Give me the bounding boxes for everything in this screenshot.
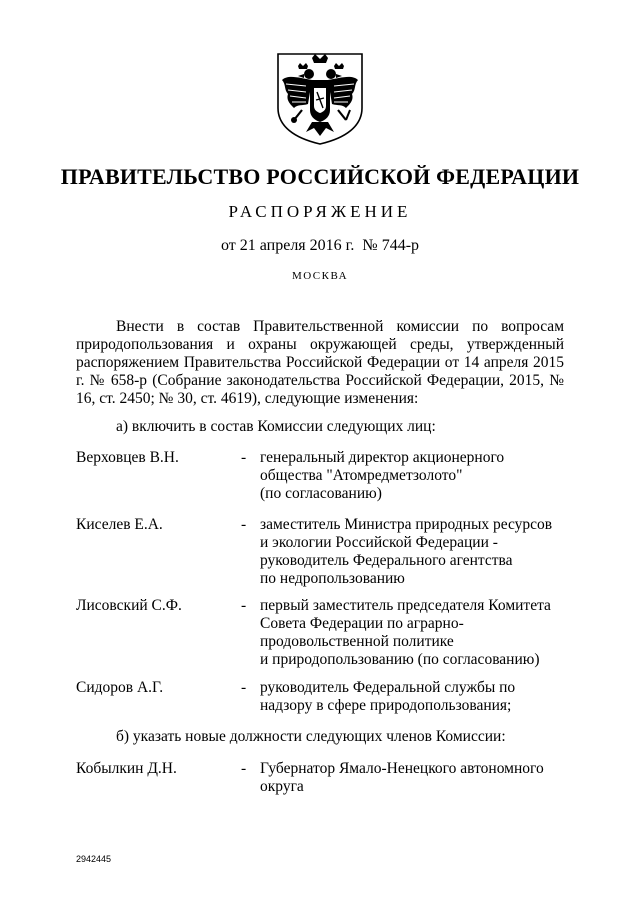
member-dash: -: [241, 597, 247, 614]
document-type: РАСПОРЯЖЕНИЕ: [228, 202, 412, 221]
member-dash: -: [241, 760, 247, 777]
member-name: Киселев Е.А.: [76, 516, 163, 533]
document-date-number: от 21 апреля 2016 г. № 744-р: [220, 237, 420, 254]
member-dash: -: [241, 516, 247, 533]
member-position: [260, 760, 570, 796]
position-line: руководитель Федеральной службы по: [260, 679, 516, 696]
member-dash: -: [241, 679, 247, 696]
member-position: [260, 679, 570, 715]
position-line: генеральный директор акционерного: [260, 449, 505, 466]
position-line: руководитель Федерального агентства: [260, 552, 513, 569]
member-name: Кобылкин Д.Н.: [76, 760, 177, 777]
position-line: округа: [260, 778, 304, 795]
intro-paragraph: Внести в состав Правительственной комиссии по вопросам природопользования и охраны окружающей среды, утвержденный распоряжением Правительства Российской Федерации от 14 апреля 2015 г. № 658-р (Собрание законодательства Российской Федерации, 2015, № 16, ст. 2450; № 30, ст. 4619), следующие изменения:: [76, 318, 564, 407]
member-name: Сидоров А.Г.: [76, 679, 164, 696]
position-line: общества "Атомредметзолото": [260, 467, 463, 484]
member-position: [260, 597, 570, 669]
position-line: Губернатор Ямало-Ненецкого автономного: [260, 760, 544, 777]
member-name: Лисовский С.Ф.: [76, 597, 182, 614]
member-dash: -: [241, 449, 247, 466]
government-title: ПРАВИТЕЛЬСТВО РОССИЙСКОЙ ФЕДЕРАЦИИ: [60, 164, 580, 189]
point-a: а) включить в состав Комиссии следующих лиц:: [116, 418, 436, 435]
document-city: МОСКВА: [291, 270, 349, 282]
position-line: по недропользованию: [260, 570, 405, 587]
position-line: и экологии Российской Федерации -: [260, 534, 498, 551]
member-position: [260, 516, 570, 588]
position-line: (по согласованию): [260, 485, 382, 502]
position-line: надзору в сфере природопользования;: [260, 697, 512, 714]
member-name: Верховцев В.Н.: [76, 449, 179, 466]
position-line: и природопользованию (по согласованию): [260, 651, 540, 668]
position-line: продовольственной политике: [260, 633, 454, 650]
member-position: [260, 449, 570, 503]
document-id: 2942445: [76, 854, 112, 864]
position-line: Совета Федерации по аграрно-: [260, 615, 464, 632]
position-line: заместитель Министра природных ресурсов: [260, 516, 553, 533]
position-line: первый заместитель председателя Комитета: [260, 597, 551, 614]
point-b: б) указать новые должности следующих членов Комиссии:: [116, 728, 506, 745]
coat-of-arms-emblem-icon: [272, 50, 368, 146]
